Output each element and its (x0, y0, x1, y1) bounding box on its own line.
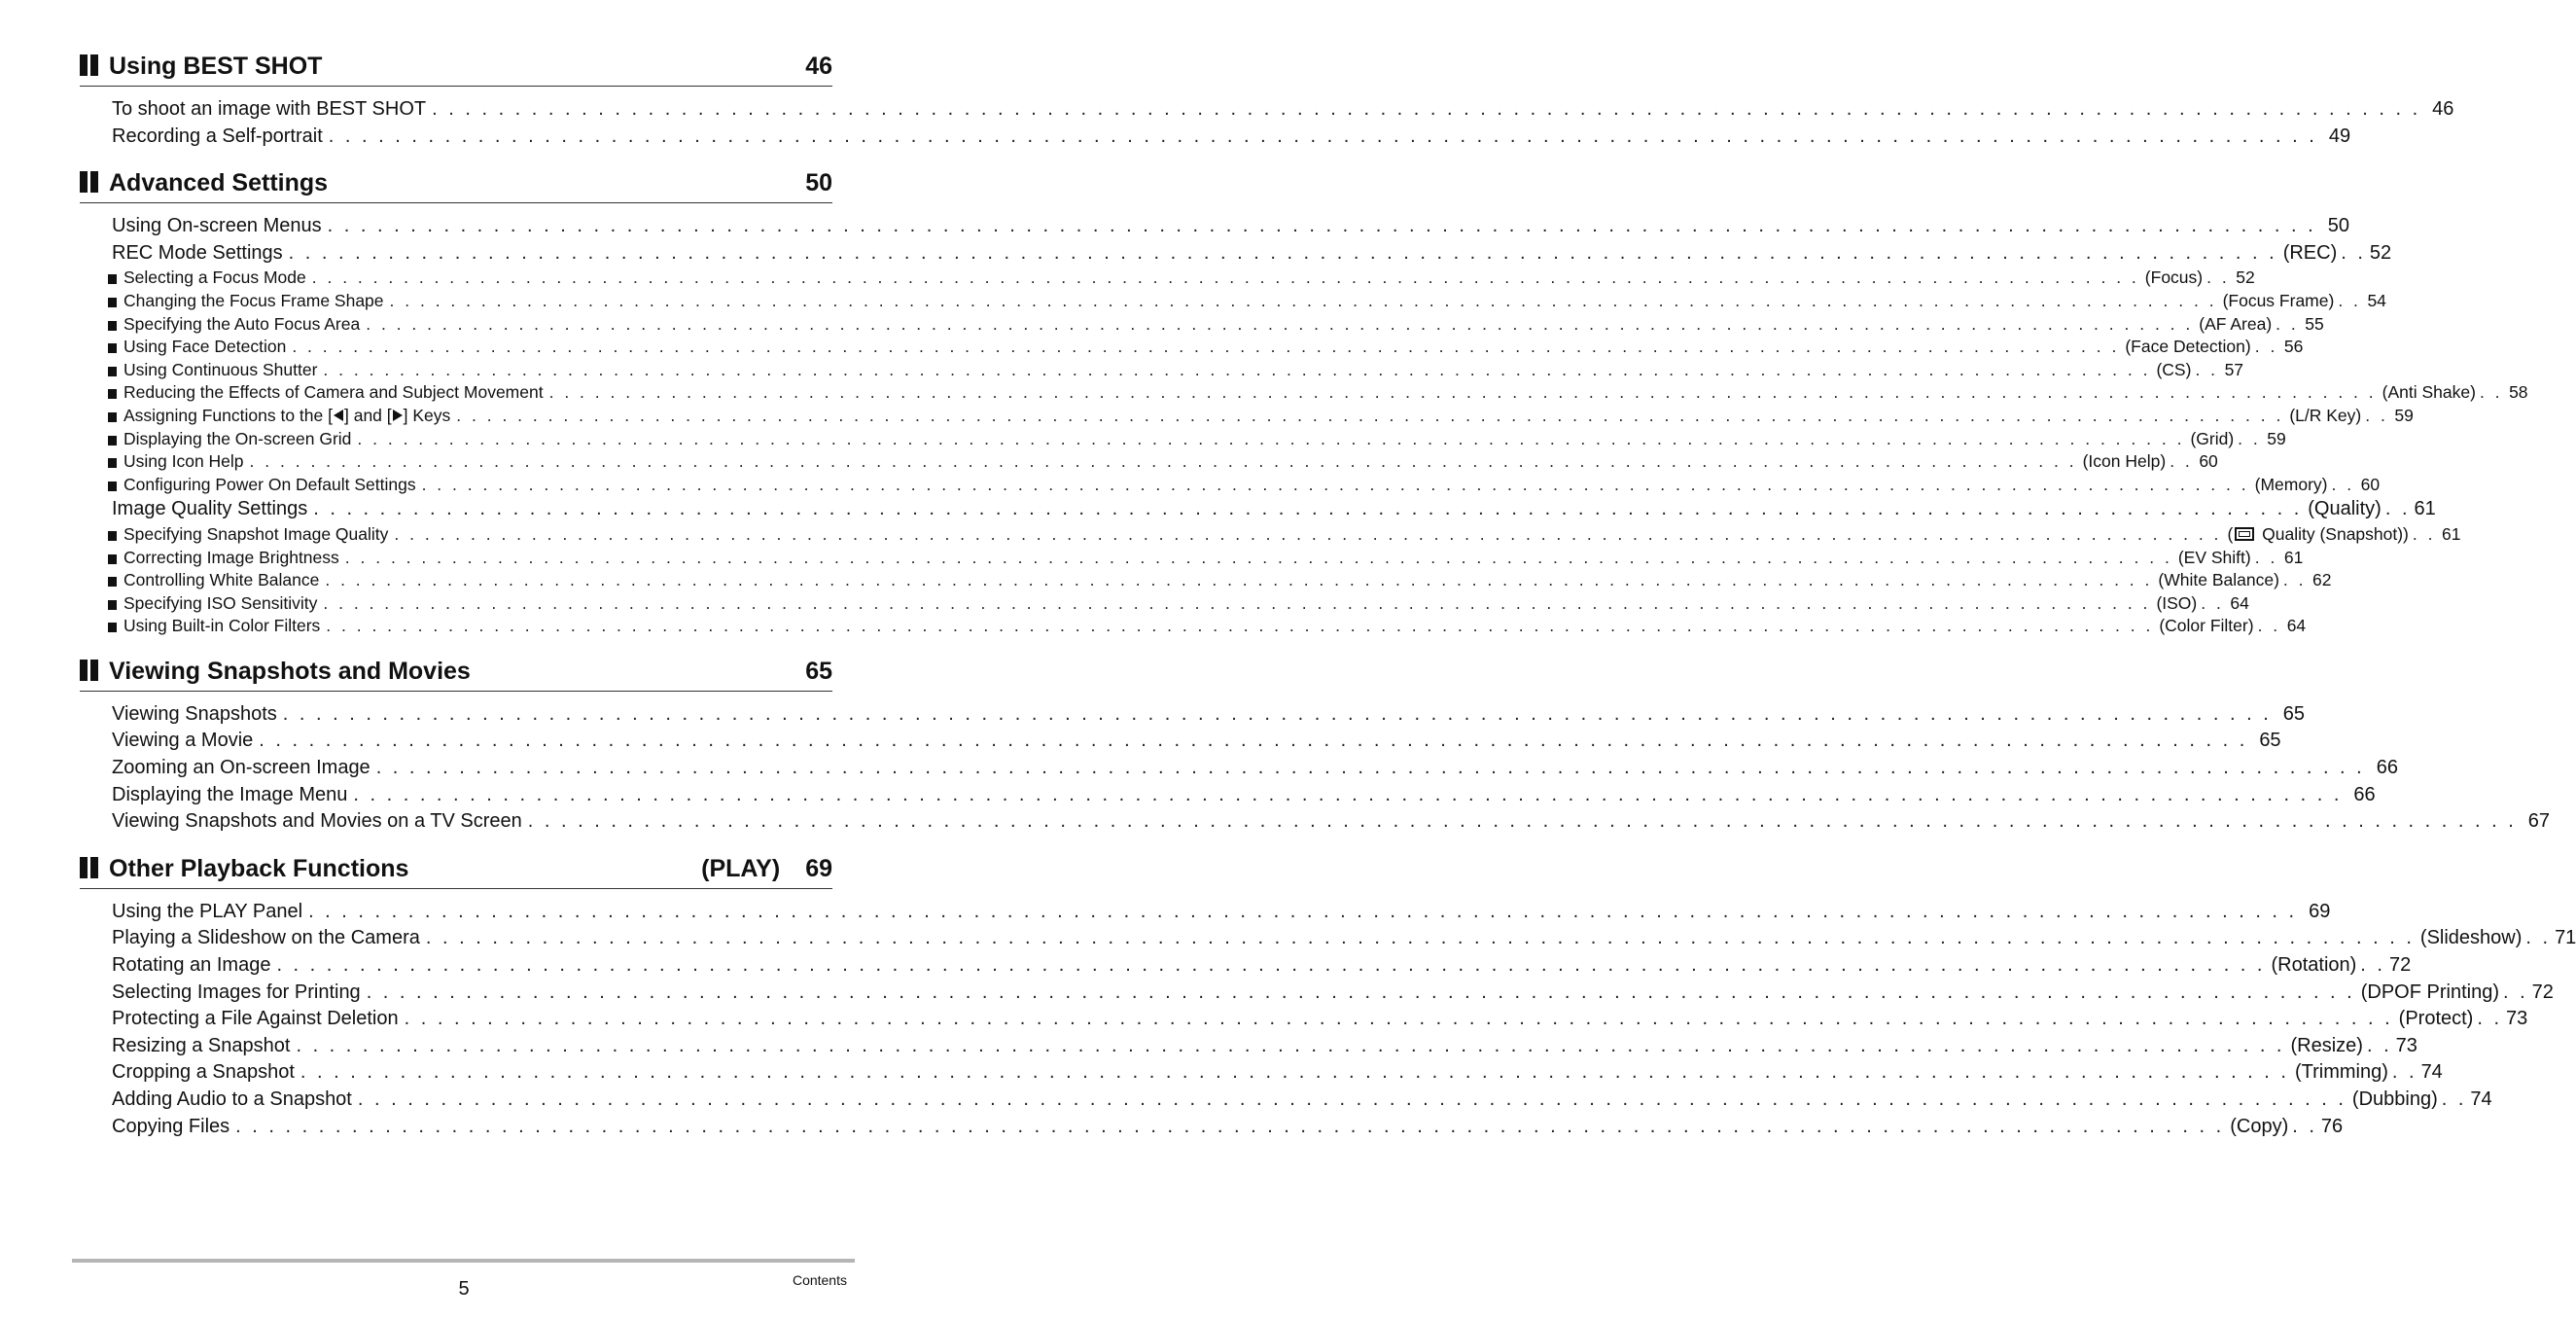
dot-leader: . . . . . . . . . . . . . . . . . . . . . . . . . . . . . . . . . . . . . . . . . . . . . . . . . . . . . . . . . . . . . . . . . . . . . . . . . . . . . . . . . . . . . . . . . . . . . . . . . . . . . . . . . . . . . . . . . . . . . . . . (366, 981, 2355, 1003)
entry-row (124, 381, 2528, 405)
toc-subentry[interactable] (124, 592, 2249, 616)
entry-mode-part: Quality (Snapshot)) (2257, 523, 2409, 544)
dot-leader: . . (2365, 405, 2388, 425)
entry-page: 62 (2312, 570, 2332, 590)
dot-leader: . . (2292, 1115, 2317, 1137)
dot-leader: . . (2525, 927, 2552, 949)
entry-row (124, 267, 2255, 290)
entry-page: 59 (2394, 405, 2414, 425)
entry-row (124, 615, 2307, 638)
entry-title: Using On-screen Menus (112, 215, 322, 237)
entry-page: 65 (2259, 730, 2281, 752)
entry-page: 61 (2442, 523, 2461, 544)
entry-row (124, 428, 2286, 451)
dot-leader: . . . . . . . . . . . . . . . . . . . . . . . . . . . . . . . . . . . . . . . . . . . . . . . . . . . . . . . . . . . . . . . . . . . . . . . . . . . . . . . . . . . . . . . . . . . . . . . . . . . . . . . . . . . . . . . . . . . . . . . . (313, 498, 2303, 520)
entry-row (124, 290, 2386, 313)
dot-leader: . . . . . . . . . . . . . . . . . . . . . . . . . . . . . . . . . . . . . . . . . . . . . . . . . . . . . . . . . . . . . . . . . . . . . . . . . . . . . . . . . . . . . . . . . . . . . . . . . . . . . . . . . . . . . . . . . . . . . . . . (432, 98, 2421, 120)
dot-leader: . . (2338, 290, 2361, 310)
dot-leader: . . . . . . . . . . . . . . . . . . . . . . . . . . . . . . . . . . . . . . . . . . . . . . . . . . . . . . . . . . . . . . . . . . . . . . . . . . . . . . . . . . . . . . . . . . . . . . . . . . . . . . . . . . . . . . . . . . . . . . . . (357, 428, 2185, 448)
section-title: Using BEST SHOT (109, 53, 323, 80)
dot-leader: . . . . . . . . . . . . . . . . . . . . . . . . . . . . . . . . . . . . . . . . . . . . . . . . . . . . . . . . . . . . . . . . . . . . . . . . . . . . . . . . . . . . . . . . . . . . . . . . . . . . . . . . . . . . . . . . . . . . . . . . (235, 1115, 2225, 1137)
toc-entry[interactable] (112, 1006, 2528, 1033)
entry-title: Configuring Power On Default Settings (124, 474, 416, 494)
entry-mode: (Quality) (2308, 498, 2382, 520)
entry-mode: (CS) (2156, 359, 2192, 379)
toc-entry[interactable] (112, 1114, 2344, 1141)
entry-title: Changing the Focus Frame Shape (124, 290, 384, 310)
entry-mode: (Icon Help) (2082, 451, 2167, 472)
dot-leader: . . . . . . . . . . . . . . . . . . . . . . . . . . . . . . . . . . . . . . . . . . . . . . . . . . . . . . . . . . . . . . . . . . . . . . . . . . . . . . . . . . . . . . . . . . . . . . . . . . . . . . . . . . . . . . . . . . . . . . . . (366, 313, 2194, 334)
entry-page: 71 (2555, 927, 2576, 949)
entry-list (80, 692, 2551, 849)
square-bullet-icon (108, 343, 117, 353)
entry-row (124, 405, 2414, 428)
dot-leader: . . (2206, 268, 2230, 288)
toc-subentry[interactable] (124, 523, 2461, 547)
square-bullet-icon (108, 412, 117, 422)
dot-leader: . . . . . . . . . . . . . . . . . . . . . . . . . . . . . . . . . . . . . . . . . . . . . . . . . . . . . . . . . . . . . . . . . . . . . . . . . . . . . . . . . . . . . . . . . . . . . . . . . . . . . . . . . . . . . . . . . . . . . . . . (325, 570, 2153, 590)
entry-row (112, 701, 2306, 729)
entry-title: Playing a Slideshow on the Camera (112, 927, 420, 949)
entry-row (112, 496, 2436, 523)
entry-page: 66 (2376, 757, 2398, 779)
toc-entry[interactable] (112, 728, 2281, 755)
section-page: 69 (805, 854, 832, 882)
toc-entry[interactable] (112, 755, 2398, 782)
entry-title: Using Face Detection (124, 337, 287, 357)
section-title: Other Playback Functions (109, 854, 409, 882)
toc-subentry[interactable] (124, 450, 2218, 474)
toc-subentry[interactable] (124, 313, 2324, 337)
toc-entry[interactable] (112, 124, 2351, 151)
entry-mode: (Trimming) (2294, 1061, 2388, 1084)
entry-mode: (Color Filter) (2159, 616, 2254, 636)
dot-leader: . . . . . . . . . . . . . . . . . . . . . . . . . . . . . . . . . . . . . . . . . . . . . . . . . . . . . . . . . . . . . . . . . . . . . . . . . . . . . . . . . . . . . . . . . . . . . . . . . . . . . . . . . . . . . . . . . . . . . . . . (344, 547, 2172, 567)
entry-title-part: ] Keys (403, 405, 451, 425)
toc-subentry[interactable] (124, 336, 2304, 359)
entry-page: 74 (2470, 1088, 2492, 1110)
square-bullet-icon (108, 623, 117, 632)
dot-leader: . . . . . . . . . . . . . . . . . . . . . . . . . . . . . . . . . . . . . . . . . . . . . . . . . . . . . . . . . . . . . . . . . . . . . . . . . . . . . . . . . . . . . . . . . . . . . . . . . . . . . . . . . . . . . . . . . . . . . . . . (300, 1061, 2289, 1084)
entry-page: 76 (2320, 1115, 2344, 1137)
dot-leader: . . . . . . . . . . . . . . . . . . . . . . . . . . . . . . . . . . . . . . . . . . . . . . . . . . . . . . . . . . . . . . . . . . . . . . . . . . . . . . . . . . . . . . . . . . . . . . . . . . . . . . . . . . . . . . . . . . . . . . . . (404, 1008, 2393, 1030)
entry-page: 55 (2305, 313, 2324, 334)
square-bullet-icon (108, 274, 117, 284)
entry-page: 49 (2328, 125, 2351, 147)
section-page-group (805, 656, 832, 687)
toc-entry[interactable] (112, 952, 2412, 980)
entry-row (112, 240, 2392, 268)
section-heading[interactable] (80, 47, 832, 87)
section-page-group (701, 853, 832, 884)
dot-leader: . . (2412, 523, 2436, 544)
double-bar-icon (80, 660, 99, 681)
entry-title: Controlling White Balance (124, 570, 320, 590)
toc-subentry[interactable] (124, 381, 2528, 405)
snapshot-quality-icon (2235, 527, 2254, 541)
dot-leader: . . (2238, 428, 2261, 448)
square-bullet-icon (108, 482, 117, 491)
section-title: Advanced Settings (109, 169, 329, 197)
entry-title: Selecting Images for Printing (112, 981, 361, 1003)
triangle-right-icon (393, 410, 403, 421)
entry-row (124, 523, 2461, 547)
entry-title: Copying Files (112, 1115, 230, 1137)
entry-row (112, 980, 2554, 1007)
entry-list (80, 889, 2576, 1154)
dot-leader: . . . . . . . . . . . . . . . . . . . . . . . . . . . . . . . . . . . . . . . . . . . . . . . . . . . . . . . . . . . . . . . . . . . . . . . . . . . . . . . . . . . . . . . . . . . . . . . . . . . . . . . . . . . . . . . . . . . . . . . . (421, 474, 2249, 494)
entry-page: 56 (2283, 337, 2304, 357)
entry-page: 72 (2388, 954, 2412, 977)
toc-entry[interactable] (112, 701, 2306, 729)
dot-leader: . . (2254, 547, 2278, 567)
entry-page: 58 (2509, 382, 2528, 403)
footer-rule (72, 1259, 855, 1263)
dot-leader: . . (2384, 498, 2411, 520)
dot-leader: . . (2391, 1061, 2417, 1084)
dot-leader: . . (2201, 592, 2224, 613)
toc-entry[interactable] (112, 808, 2551, 836)
entry-row (112, 1114, 2344, 1141)
entry-row (112, 755, 2398, 782)
dot-leader: . . . . . . . . . . . . . . . . . . . . . . . . . . . . . . . . . . . . . . . . . . . . . . . . . . . . . . . . . . . . . . . . . . . . . . . . . . . . . . . . . . . . . . . . . . . . . . . . . . . . . . . . . . . . . . . . . . . . . . . . (548, 382, 2377, 403)
entry-title: Viewing Snapshots (112, 702, 277, 725)
entry-title: Specifying ISO Sensitivity (124, 592, 318, 613)
square-bullet-icon (108, 458, 117, 468)
entry-title: Using Built-in Color Filters (124, 616, 321, 636)
entry-title: Using Icon Help (124, 451, 244, 472)
entry-mode: (Memory) (2254, 474, 2328, 494)
entry-title: Specifying Snapshot Image Quality (124, 523, 389, 544)
entry-mode: (Resize) (2290, 1034, 2363, 1056)
entry-mode: (Face Detection) (2125, 337, 2251, 357)
toc-subentry[interactable] (124, 290, 2386, 313)
entry-mode: (Rotation) (2271, 954, 2357, 977)
dot-leader: . . . . . . . . . . . . . . . . . . . . . . . . . . . . . . . . . . . . . . . . . . . . . . . . . . . . . . . . . . . . . . . . . . . . . . . . . . . . . . . . . . . . . . . . . . . . . . . . . . . . . . . . . . . . . . . . . . . . . . . . (292, 337, 2120, 357)
dot-leader: . . . . . . . . . . . . . . . . . . . . . . . . . . . . . . . . . . . . . . . . . . . . . . . . . . . . . . . . . . . . . . . . . . . . . . . . . . . . . . . . . . . . . . . . . . . . . . . . . . . . . . . . . . . . . . . . . . . . . . . . (527, 810, 2517, 833)
section-heading[interactable] (80, 163, 832, 203)
dot-leader: . . . . . . . . . . . . . . . . . . . . . . . . . . . . . . . . . . . . . . . . . . . . . . . . . . . . . . . . . . . . . . . . . . . . . . . . . . . . . . . . . . . . . . . . . . . . . . . . . . . . . . . . . . . . . . . . . . . . . . . . (259, 730, 2248, 752)
dot-leader: . . (2441, 1088, 2467, 1110)
entry-row (124, 336, 2304, 359)
section-heading[interactable] (80, 652, 832, 692)
entry-title: Rotating an Image (112, 954, 271, 977)
entry-mode: (Focus Frame) (2222, 290, 2335, 310)
entry-row (112, 782, 2376, 809)
entry-row (124, 569, 2332, 592)
entry-page: 46 (2432, 98, 2454, 120)
entry-page: 67 (2527, 810, 2551, 833)
entry-title: Reducing the Effects of Camera and Subject Movement (124, 382, 544, 403)
entry-title (124, 405, 450, 428)
toc-entry[interactable] (112, 1059, 2443, 1087)
toc-section (80, 163, 2528, 652)
entry-title-part: ] and [ (343, 405, 392, 425)
square-bullet-icon (108, 436, 117, 446)
dot-leader: . . . . . . . . . . . . . . . . . . . . . . . . . . . . . . . . . . . . . . . . . . . . . . . . . . . . . . . . . . . . . . . . . . . . . . . . . . . . . . . . . . . . . . . . . . . . . . . . . . . . . . . . . . . . . . . . . . . . . . . . (375, 757, 2365, 779)
entry-title: Correcting Image Brightness (124, 547, 339, 567)
entry-page: 54 (2367, 290, 2386, 310)
entry-row (112, 808, 2551, 836)
entry-row (112, 1087, 2492, 1114)
dot-leader: . . . . . . . . . . . . . . . . . . . . . . . . . . . . . . . . . . . . . . . . . . . . . . . . . . . . . . . . . . . . . . . . . . . . . . . . . . . . . . . . . . . . . . . . . . . . . . . . . . . . . . . . . . . . . . . . . . . . . . . . (311, 268, 2139, 288)
section-heading[interactable] (80, 849, 832, 889)
dot-leader: . . . . . . . . . . . . . . . . . . . . . . . . . . . . . . . . . . . . . . . . . . . . . . . . . . . . . . . . . . . . . . . . . . . . . . . . . . . . . . . . . . . . . . . . . . . . . . . . . . . . . . . . . . . . . . . . . . . . . . . . (357, 1088, 2347, 1110)
entry-page: 66 (2353, 783, 2376, 805)
entry-row (112, 96, 2454, 124)
dot-leader: . . . . . . . . . . . . . . . . . . . . . . . . . . . . . . . . . . . . . . . . . . . . . . . . . . . . . . . . . . . . . . . . . . . . . . . . . . . . . . . . . . . . . . . . . . . . . . . . . . . . . . . . . . . . . . . . . . . . . . . . (328, 125, 2317, 147)
entry-row (112, 899, 2331, 926)
dot-leader: . . . . . . . . . . . . . . . . . . . . . . . . . . . . . . . . . . . . . . . . . . . . . . . . . . . . . . . . . . . . . . . . . . . . . . . . . . . . . . . . . . . . . . . . . . . . . . . . . . . . . . . . . . . . . . . . . . . . . . . . (282, 702, 2272, 725)
entry-page: 64 (2230, 592, 2249, 613)
dot-leader: . . (2282, 570, 2307, 590)
toc-subentry[interactable] (124, 428, 2286, 451)
entry-row (112, 952, 2412, 980)
dot-leader: . . (2502, 981, 2528, 1003)
dot-leader: . . . . . . . . . . . . . . . . . . . . . . . . . . . . . . . . . . . . . . . . . . . . . . . . . . . . . . . . . . . . . . . . . . . . . . . . . . . . . . . . . . . . . . . . . . . . . . . . . . . . . . . . . . . . . . . . . . . . . . . . (276, 954, 2266, 977)
entry-title: Zooming an On-screen Image (112, 757, 371, 779)
entry-title: Cropping a Snapshot (112, 1061, 295, 1084)
entry-title: Using Continuous Shutter (124, 359, 318, 379)
square-bullet-icon (108, 367, 117, 376)
dot-leader: . . . . . . . . . . . . . . . . . . . . . . . . . . . . . . . . . . . . . . . . . . . . . . . . . . . . . . . . . . . . . . . . . . . . . . . . . . . . . . . . . . . . . . . . . . . . . . . . . . . . . . . . . . . . . . . . . . . . . . . . (308, 900, 2298, 922)
dot-leader: . . . . . . . . . . . . . . . . . . . . . . . . . . . . . . . . . . . . . . . . . . . . . . . . . . . . . . . . . . . . . . . . . . . . . . . . . . . . . . . . . . . . . . . . . . . . . . . . . . . . . . . . . . . . . . . . . . . . . . . . (249, 451, 2077, 472)
entry-page: 73 (2395, 1034, 2417, 1056)
entry-page: 72 (2531, 981, 2554, 1003)
entry-row (112, 1033, 2417, 1060)
entry-row (124, 592, 2249, 616)
entry-mode: (REC) (2282, 241, 2338, 264)
entry-title: Selecting a Focus Mode (124, 268, 306, 288)
toc-subentry[interactable] (124, 569, 2332, 592)
square-bullet-icon (108, 298, 117, 307)
dot-leader: . . . . . . . . . . . . . . . . . . . . . . . . . . . . . . . . . . . . . . . . . . . . . . . . . . . . . . . . . . . . . . . . . . . . . . . . . . . . . . . . . . . . . . . . . . . . . . . . . . . . . . . . . . . . . . . . . . . . . . . . (394, 523, 2222, 544)
entry-title: Resizing a Snapshot (112, 1034, 291, 1056)
entry-mode: (Slideshow) (2419, 927, 2523, 949)
section-page: 65 (805, 657, 832, 685)
dot-leader: . . (2479, 382, 2503, 403)
entry-list (80, 87, 2454, 163)
entry-mode: (Focus) (2144, 268, 2204, 288)
entry-title: Protecting a File Against Deletion (112, 1008, 399, 1030)
square-bullet-icon (108, 554, 117, 564)
entry-title: Recording a Self-portrait (112, 125, 323, 147)
entry-page: 57 (2224, 359, 2244, 379)
entry-row (112, 1059, 2443, 1087)
entry-row (124, 547, 2304, 570)
dot-leader: . . (2195, 359, 2219, 379)
entry-page: 60 (2199, 451, 2218, 472)
dot-leader: . . . . . . . . . . . . . . . . . . . . . . . . . . . . . . . . . . . . . . . . . . . . . . . . . . . . . . . . . . . . . . . . . . . . . . . . . . . . . . . . . . . . . . . . . . . . . . . . . . . . . . . . . . . . . . . . . . . . . . . . (327, 215, 2316, 237)
entry-page: 65 (2282, 702, 2306, 725)
entry-list (80, 203, 2528, 652)
entry-page: 61 (2414, 498, 2436, 520)
entry-mode-part: ( (2227, 523, 2234, 544)
dot-leader: . . . . . . . . . . . . . . . . . . . . . . . . . . . . . . . . . . . . . . . . . . . . . . . . . . . . . . . . . . . . . . . . . . . . . . . . . . . . . . . . . . . . . . . . . . . . . . . . . . . . . . . . . . . . . . . . . . . . . . . . (456, 405, 2284, 425)
square-bullet-icon (108, 577, 117, 587)
entry-row (124, 450, 2218, 474)
toc-entry[interactable] (112, 925, 2576, 952)
dot-leader: . . . . . . . . . . . . . . . . . . . . . . . . . . . . . . . . . . . . . . . . . . . . . . . . . . . . . . . . . . . . . . . . . . . . . . . . . . . . . . . . . . . . . . . . . . . . . . . . . . . . . . . . . . . . . . . . . . . . . . . . (326, 616, 2154, 636)
entry-title: Displaying the On-screen Grid (124, 428, 352, 448)
footer-label: Contents (792, 1272, 847, 1288)
toc-subentry[interactable] (124, 615, 2307, 638)
toc-entry[interactable] (112, 96, 2454, 124)
entry-mode: (AF Area) (2199, 313, 2273, 334)
square-bullet-icon (108, 600, 117, 610)
entry-row (124, 359, 2244, 382)
entry-row (112, 728, 2281, 755)
entry-row (124, 474, 2381, 497)
toc-subentry[interactable] (124, 547, 2304, 570)
dot-leader: . . . . . . . . . . . . . . . . . . . . . . . . . . . . . . . . . . . . . . . . . . . . . . . . . . . . . . . . . . . . . . . . . . . . . . . . . . . . . . . . . . . . . . . . . . . . . . . . . . . . . . . . . . . . . . . . . . . . . . . . (389, 290, 2217, 310)
toc-entry[interactable] (112, 782, 2376, 809)
entry-title: Viewing Snapshots and Movies on a TV Screen (112, 810, 522, 833)
entry-row (124, 313, 2324, 337)
toc-entry[interactable] (112, 899, 2331, 926)
entry-title: Specifying the Auto Focus Area (124, 313, 361, 334)
dot-leader: . . . . . . . . . . . . . . . . . . . . . . . . . . . . . . . . . . . . . . . . . . . . . . . . . . . . . . . . . . . . . . . . . . . . . . . . . . . . . . . . . . . . . . . . . . . . . . . . . . . . . . . . . . . . . . . . . . . . . . . . (323, 359, 2151, 379)
toc-section (80, 652, 2551, 849)
section-page: 46 (805, 53, 832, 80)
entry-title: Displaying the Image Menu (112, 783, 348, 805)
double-bar-icon (80, 171, 99, 193)
toc-entry[interactable] (112, 240, 2392, 268)
section-page-group (805, 167, 832, 198)
entry-mode (2227, 523, 2408, 547)
dot-leader: . . (2341, 241, 2366, 264)
entry-title: Viewing a Movie (112, 730, 254, 752)
dot-leader: . . . . . . . . . . . . . . . . . . . . . . . . . . . . . . . . . . . . . . . . . . . . . . . . . . . . . . . . . . . . . . . . . . . . . . . . . . . . . . . . . . . . . . . . . . . . . . . . . . . . . . . . . . . . . . . . . . . . . . . . (353, 783, 2343, 805)
entry-page: 69 (2309, 900, 2331, 922)
entry-page: 52 (2236, 268, 2255, 288)
toc-section (80, 849, 2576, 1154)
table-of-contents (80, 47, 2576, 1154)
toc-entry[interactable] (112, 1033, 2417, 1060)
entry-page: 59 (2267, 428, 2286, 448)
double-bar-icon (80, 54, 99, 76)
entry-page: 64 (2286, 616, 2307, 636)
square-bullet-icon (108, 389, 117, 399)
section-page-group (805, 51, 832, 82)
entry-mode: (Grid) (2190, 428, 2235, 448)
entry-mode: (Dubbing) (2351, 1088, 2438, 1110)
page-number: 5 (458, 1278, 470, 1300)
toc-entry[interactable] (112, 496, 2436, 523)
section-title: Viewing Snapshots and Movies (109, 657, 471, 685)
entry-row (112, 1006, 2528, 1033)
dot-leader: . . . . . . . . . . . . . . . . . . . . . . . . . . . . . . . . . . . . . . . . . . . . . . . . . . . . . . . . . . . . . . . . . . . . . . . . . . . . . . . . . . . . . . . . . . . . . . . . . . . . . . . . . . . . . . . . . . . . . . . . (296, 1034, 2285, 1056)
square-bullet-icon (108, 321, 117, 331)
section-page: 50 (805, 169, 832, 197)
entry-page: 74 (2420, 1061, 2443, 1084)
dot-leader: . . (2366, 1034, 2392, 1056)
dot-leader: . . (2170, 451, 2193, 472)
entry-mode: (EV Shift) (2177, 547, 2251, 567)
entry-mode: (Anti Shake) (2382, 382, 2476, 403)
entry-title: Using the PLAY Panel (112, 900, 303, 922)
entry-title: Image Quality Settings (112, 498, 308, 520)
square-bullet-icon (108, 531, 117, 541)
entry-page: 50 (2327, 215, 2349, 237)
entry-mode: (L/R Key) (2289, 405, 2362, 425)
entry-title: REC Mode Settings (112, 241, 283, 264)
dot-leader: . . (2276, 313, 2299, 334)
entry-row (112, 124, 2351, 151)
dot-leader: . . . . . . . . . . . . . . . . . . . . . . . . . . . . . . . . . . . . . . . . . . . . . . . . . . . . . . . . . . . . . . . . . . . . . . . . . . . . . . . . . . . . . . . . . . . . . . . . . . . . . . . . . . . . . . . . . . . . . . . . (288, 241, 2277, 264)
toc-entry[interactable] (112, 213, 2349, 240)
entry-page: 73 (2506, 1008, 2528, 1030)
toc-subentry[interactable] (124, 405, 2414, 428)
entry-mode: (Protect) (2398, 1008, 2474, 1030)
entry-page: 52 (2369, 241, 2392, 264)
dot-leader: . . (2257, 616, 2281, 636)
entry-row (112, 925, 2576, 952)
dot-leader: . . (2331, 474, 2355, 494)
entry-title-part: Assigning Functions to the [ (124, 405, 333, 425)
entry-mode: (Copy) (2230, 1115, 2289, 1137)
dot-leader: . . (2477, 1008, 2503, 1030)
entry-row (112, 213, 2349, 240)
toc-entry[interactable] (112, 980, 2554, 1007)
toc-subentry[interactable] (124, 267, 2255, 290)
dot-leader: . . (2254, 337, 2278, 357)
entry-page: 61 (2283, 547, 2304, 567)
double-bar-icon (80, 857, 99, 878)
toc-section (80, 47, 2454, 163)
toc-entry[interactable] (112, 1087, 2492, 1114)
entry-page: 60 (2360, 474, 2381, 494)
entry-mode: (DPOF Printing) (2360, 981, 2499, 1003)
dot-leader: . . . . . . . . . . . . . . . . . . . . . . . . . . . . . . . . . . . . . . . . . . . . . . . . . . . . . . . . . . . . . . . . . . . . . . . . . . . . . . . . . . . . . . . . . . . . . . . . . . . . . . . . . . . . . . . . . . . . . . . . (323, 592, 2151, 613)
entry-mode: (White Balance) (2158, 570, 2279, 590)
entry-title: Adding Audio to a Snapshot (112, 1088, 352, 1110)
toc-subentry[interactable] (124, 359, 2244, 382)
dot-leader: . . (2360, 954, 2385, 977)
toc-subentry[interactable] (124, 474, 2381, 497)
dot-leader: . . . . . . . . . . . . . . . . . . . . . . . . . . . . . . . . . . . . . . . . . . . . . . . . . . . . . . . . . . . . . . . . . . . . . . . . . . . . . . . . . . . . . . . . . . . . . . . . . . . . . . . . . . . . . . . . . . . . . . . . (425, 927, 2415, 949)
entry-mode: (ISO) (2156, 592, 2198, 613)
triangle-left-icon (334, 410, 343, 421)
section-mode: (PLAY) (701, 854, 781, 882)
entry-title: To shoot an image with BEST SHOT (112, 98, 427, 120)
